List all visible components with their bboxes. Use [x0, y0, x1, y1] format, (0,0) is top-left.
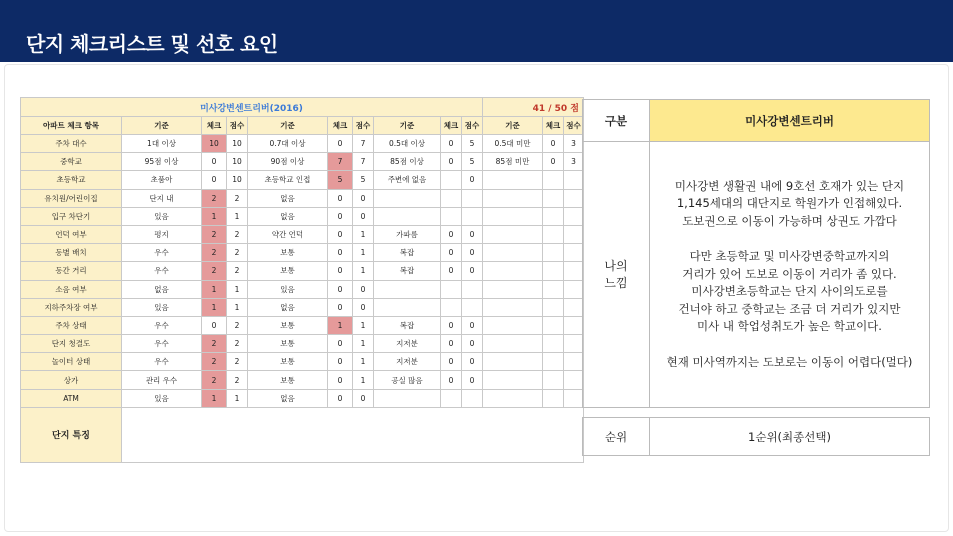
feeling-line: 현재 미사역까지는 도보로는 이동이 어렵다(멀다) [666, 354, 913, 369]
checklist-item-label: 언덕 여부 [21, 225, 122, 243]
check-cell: 0 [441, 371, 462, 389]
rank-label: 순위 [583, 418, 650, 456]
score-total: 41 / 50 점 [483, 98, 584, 117]
score-cell [564, 207, 584, 225]
criteria-cell: 보통 [248, 353, 328, 371]
score-cell [564, 189, 584, 207]
criteria-cell [483, 189, 543, 207]
score-cell: 0 [353, 189, 374, 207]
check-cell: 2 [202, 262, 227, 280]
checklist-row [21, 225, 584, 243]
check-cell [543, 353, 564, 371]
check-cell: 0 [328, 207, 353, 225]
criteria-cell [483, 353, 543, 371]
checklist-row [21, 280, 584, 298]
check-cell: 0 [328, 225, 353, 243]
check-cell: 7 [328, 153, 353, 171]
complex-checklist-table [20, 97, 584, 463]
feeling-line: 건너야 하고 중학교는 조금 더 거리가 있지만 [678, 301, 901, 316]
score-cell [564, 298, 584, 316]
criteria-cell: 초등학교 인접 [248, 171, 328, 189]
header-score: 점수 [227, 117, 248, 135]
checklist-row [21, 335, 584, 353]
checklist-row [21, 171, 584, 189]
score-cell: 1 [353, 316, 374, 334]
score-cell: 0 [353, 207, 374, 225]
score-cell: 1 [353, 225, 374, 243]
check-cell: 0 [328, 389, 353, 407]
check-cell: 1 [202, 280, 227, 298]
check-cell: 5 [328, 171, 353, 189]
score-cell [462, 389, 483, 407]
score-cell [564, 171, 584, 189]
criteria-cell: 없음 [122, 280, 202, 298]
score-cell: 1 [227, 389, 248, 407]
check-cell [543, 207, 564, 225]
criteria-cell: 있음 [122, 207, 202, 225]
criteria-cell: 없음 [248, 298, 328, 316]
score-cell [564, 280, 584, 298]
criteria-cell: 있음 [248, 280, 328, 298]
score-cell: 7 [353, 153, 374, 171]
criteria-cell [374, 189, 441, 207]
score-cell: 7 [353, 135, 374, 153]
checklist-row [21, 244, 584, 262]
score-cell [462, 189, 483, 207]
criteria-cell: 우수 [122, 353, 202, 371]
feeling-label-line: 나의 [604, 258, 628, 273]
criteria-cell [483, 389, 543, 407]
check-cell: 0 [441, 262, 462, 280]
checklist-item-label: 중학교 [21, 153, 122, 171]
criteria-cell: 우수 [122, 335, 202, 353]
summary-name-header: 미사강변센트리버 [650, 100, 930, 142]
checklist-item-label: 초등학교 [21, 171, 122, 189]
criteria-cell: 있음 [122, 389, 202, 407]
feeling-line: 거리가 있어 도보로 이동이 거리가 좀 있다. [682, 266, 897, 281]
criteria-cell: 90점 이상 [248, 153, 328, 171]
checklist-title-row [21, 98, 584, 117]
header-score: 점수 [353, 117, 374, 135]
criteria-cell: 우수 [122, 244, 202, 262]
score-cell: 1 [227, 207, 248, 225]
check-cell [441, 171, 462, 189]
check-cell: 0 [328, 135, 353, 153]
checklist-header-row [21, 117, 584, 135]
criteria-cell: 85점 이상 [374, 153, 441, 171]
criteria-cell: 우수 [122, 262, 202, 280]
score-cell: 0 [353, 389, 374, 407]
score-cell: 0 [462, 335, 483, 353]
criteria-cell: 없음 [248, 189, 328, 207]
check-cell: 0 [441, 225, 462, 243]
checklist-item-label: ATM [21, 389, 122, 407]
check-cell: 0 [328, 280, 353, 298]
criteria-cell: 복잡 [374, 244, 441, 262]
criteria-cell: 지저분 [374, 335, 441, 353]
header-score: 점수 [462, 117, 483, 135]
criteria-cell [374, 207, 441, 225]
checklist-row [21, 389, 584, 407]
score-cell [462, 207, 483, 225]
check-cell: 2 [202, 353, 227, 371]
criteria-cell: 보통 [248, 244, 328, 262]
check-cell: 2 [202, 244, 227, 262]
score-cell [462, 298, 483, 316]
score-cell: 10 [227, 171, 248, 189]
checklist-row [21, 262, 584, 280]
checklist-item-label: 지하주차장 여부 [21, 298, 122, 316]
score-cell [564, 244, 584, 262]
summary-table [582, 99, 930, 456]
criteria-cell [483, 244, 543, 262]
score-cell [564, 389, 584, 407]
score-cell: 2 [227, 225, 248, 243]
score-cell: 1 [353, 262, 374, 280]
check-cell: 0 [328, 335, 353, 353]
checklist-item-label: 동별 배치 [21, 244, 122, 262]
feeling-label [583, 142, 650, 408]
criteria-cell: 평지 [122, 225, 202, 243]
check-cell [441, 389, 462, 407]
score-cell [564, 371, 584, 389]
check-cell [543, 244, 564, 262]
score-cell: 1 [353, 353, 374, 371]
header-check: 체크 [441, 117, 462, 135]
criteria-cell: 단지 내 [122, 189, 202, 207]
feeling-line: 1,145세대의 대단지로 학원가가 인접해있다. [676, 196, 903, 211]
check-cell: 2 [202, 335, 227, 353]
check-cell: 2 [202, 371, 227, 389]
criteria-cell: 가파름 [374, 225, 441, 243]
check-cell [543, 171, 564, 189]
summary-spacer [583, 408, 930, 418]
header-criteria: 기준 [374, 117, 441, 135]
score-cell: 0 [462, 316, 483, 334]
score-cell: 2 [227, 262, 248, 280]
checklist-item-label: 동간 거리 [21, 262, 122, 280]
score-cell [564, 225, 584, 243]
feeling-line: 도보권으로 이동이 가능하며 상권도 가깝다 [682, 213, 897, 228]
checklist-item-label: 단지 청결도 [21, 335, 122, 353]
check-cell: 0 [441, 316, 462, 334]
criteria-cell: 관리 우수 [122, 371, 202, 389]
rank-value: 1순위(최종선택) [650, 418, 930, 456]
criteria-cell [374, 389, 441, 407]
checklist-item-label: 유치원/어린이집 [21, 189, 122, 207]
score-cell [564, 316, 584, 334]
checklist-row [21, 371, 584, 389]
criteria-cell: 공실 많음 [374, 371, 441, 389]
criteria-cell: 복잡 [374, 262, 441, 280]
score-cell: 2 [227, 353, 248, 371]
checklist-row [21, 153, 584, 171]
score-cell: 2 [227, 316, 248, 334]
score-cell [462, 280, 483, 298]
criteria-cell: 보통 [248, 371, 328, 389]
checklist-row [21, 353, 584, 371]
score-cell: 1 [353, 371, 374, 389]
check-cell: 0 [202, 171, 227, 189]
check-cell: 0 [328, 244, 353, 262]
header-check: 체크 [328, 117, 353, 135]
features-label: 단지 특징 [21, 407, 122, 462]
criteria-cell [483, 371, 543, 389]
criteria-cell [483, 335, 543, 353]
check-cell: 0 [328, 262, 353, 280]
score-cell: 2 [227, 335, 248, 353]
criteria-cell [374, 298, 441, 316]
header-check: 체크 [543, 117, 564, 135]
criteria-cell: 우수 [122, 316, 202, 334]
criteria-cell: 보통 [248, 262, 328, 280]
feeling-line: 미사강변초등학교는 단지 사이의도로를 [691, 284, 888, 299]
check-cell [441, 298, 462, 316]
criteria-cell: 0.7대 이상 [248, 135, 328, 153]
header-criteria: 기준 [483, 117, 543, 135]
feeling-line: 미사 내 학업성취도가 높은 학교이다. [697, 319, 882, 334]
criteria-cell: 보통 [248, 335, 328, 353]
score-cell: 1 [353, 244, 374, 262]
check-cell [543, 262, 564, 280]
score-cell: 1 [353, 335, 374, 353]
feeling-label-line: 느낌 [604, 275, 628, 290]
check-cell: 0 [328, 298, 353, 316]
criteria-cell [483, 171, 543, 189]
checklist-row [21, 316, 584, 334]
features-row [21, 407, 584, 462]
score-cell: 5 [462, 153, 483, 171]
criteria-cell: 없음 [248, 207, 328, 225]
checklist-row [21, 189, 584, 207]
check-cell [441, 280, 462, 298]
checklist-item-label: 주차 대수 [21, 135, 122, 153]
check-cell: 0 [543, 153, 564, 171]
criteria-cell: 85점 미만 [483, 153, 543, 171]
check-cell [543, 189, 564, 207]
check-cell: 10 [202, 135, 227, 153]
check-cell: 1 [328, 316, 353, 334]
check-cell: 1 [202, 207, 227, 225]
criteria-cell [483, 298, 543, 316]
check-cell: 0 [441, 244, 462, 262]
check-cell: 0 [202, 153, 227, 171]
criteria-cell [483, 316, 543, 334]
title-bar [0, 0, 953, 62]
criteria-cell: 0.5대 미만 [483, 135, 543, 153]
check-cell: 0 [543, 135, 564, 153]
check-cell: 0 [328, 371, 353, 389]
check-cell: 0 [202, 316, 227, 334]
score-cell: 2 [227, 371, 248, 389]
check-cell: 0 [441, 335, 462, 353]
feeling-paragraph [650, 248, 929, 336]
score-cell: 0 [462, 371, 483, 389]
score-cell: 0 [353, 298, 374, 316]
criteria-cell: 있음 [122, 298, 202, 316]
score-cell: 0 [462, 353, 483, 371]
check-cell: 0 [441, 353, 462, 371]
criteria-cell: 95점 이상 [122, 153, 202, 171]
check-cell [543, 225, 564, 243]
score-cell [564, 262, 584, 280]
check-cell: 2 [202, 189, 227, 207]
check-cell [543, 389, 564, 407]
rank-row [583, 418, 930, 456]
criteria-cell: 초품아 [122, 171, 202, 189]
check-cell: 1 [202, 389, 227, 407]
complex-name: 미사강변센트리버(2016) [21, 98, 483, 117]
header-check: 체크 [202, 117, 227, 135]
criteria-cell: 약간 언덕 [248, 225, 328, 243]
check-cell [543, 280, 564, 298]
score-cell: 2 [227, 189, 248, 207]
header-score: 점수 [564, 117, 584, 135]
header-item: 아파트 체크 항목 [21, 117, 122, 135]
feeling-text [650, 142, 930, 408]
check-cell [441, 207, 462, 225]
score-cell: 3 [564, 135, 584, 153]
feeling-line: 다만 초등학교 및 미사강변중학교까지의 [689, 249, 890, 264]
score-cell [564, 353, 584, 371]
check-cell [543, 316, 564, 334]
criteria-cell [483, 207, 543, 225]
criteria-cell [483, 262, 543, 280]
check-cell: 2 [202, 225, 227, 243]
score-cell: 10 [227, 153, 248, 171]
criteria-cell: 0.5대 이상 [374, 135, 441, 153]
score-cell: 0 [462, 262, 483, 280]
criteria-cell: 주변에 없음 [374, 171, 441, 189]
criteria-cell [483, 225, 543, 243]
score-cell: 1 [227, 280, 248, 298]
score-cell [564, 335, 584, 353]
score-cell: 3 [564, 153, 584, 171]
score-cell: 0 [462, 225, 483, 243]
criteria-cell: 지저분 [374, 353, 441, 371]
summary-header-row [583, 100, 930, 142]
check-cell [543, 298, 564, 316]
criteria-cell: 보통 [248, 316, 328, 334]
check-cell [543, 335, 564, 353]
check-cell: 1 [202, 298, 227, 316]
score-cell: 1 [227, 298, 248, 316]
page-title: 단지 체크리스트 및 선호 요인 [26, 32, 278, 56]
score-cell: 10 [227, 135, 248, 153]
score-cell: 0 [462, 244, 483, 262]
feeling-row [583, 142, 930, 408]
check-cell [543, 371, 564, 389]
checklist-row [21, 135, 584, 153]
check-cell: 0 [328, 353, 353, 371]
summary-label-header: 구분 [583, 100, 650, 142]
score-cell: 5 [353, 171, 374, 189]
criteria-cell: 복잡 [374, 316, 441, 334]
check-cell: 0 [441, 135, 462, 153]
criteria-cell: 1대 이상 [122, 135, 202, 153]
criteria-cell: 없음 [248, 389, 328, 407]
score-cell: 5 [462, 135, 483, 153]
feeling-paragraph [650, 354, 929, 372]
score-cell: 2 [227, 244, 248, 262]
checklist-row [21, 207, 584, 225]
check-cell [441, 189, 462, 207]
header-criteria: 기준 [248, 117, 328, 135]
score-cell: 0 [353, 280, 374, 298]
checklist-item-label: 상가 [21, 371, 122, 389]
checklist-row [21, 298, 584, 316]
feeling-paragraph [650, 178, 929, 231]
features-value [122, 407, 584, 462]
checklist-item-label: 소음 여부 [21, 280, 122, 298]
criteria-cell [374, 280, 441, 298]
criteria-cell [483, 280, 543, 298]
score-cell: 0 [462, 171, 483, 189]
checklist-item-label: 놀이터 상태 [21, 353, 122, 371]
header-criteria: 기준 [122, 117, 202, 135]
feeling-line: 미사강변 생활권 내에 9호선 호재가 있는 단지 [674, 178, 905, 193]
checklist-item-label: 입구 차단기 [21, 207, 122, 225]
checklist-item-label: 주차 상태 [21, 316, 122, 334]
check-cell: 0 [441, 153, 462, 171]
check-cell: 0 [328, 189, 353, 207]
